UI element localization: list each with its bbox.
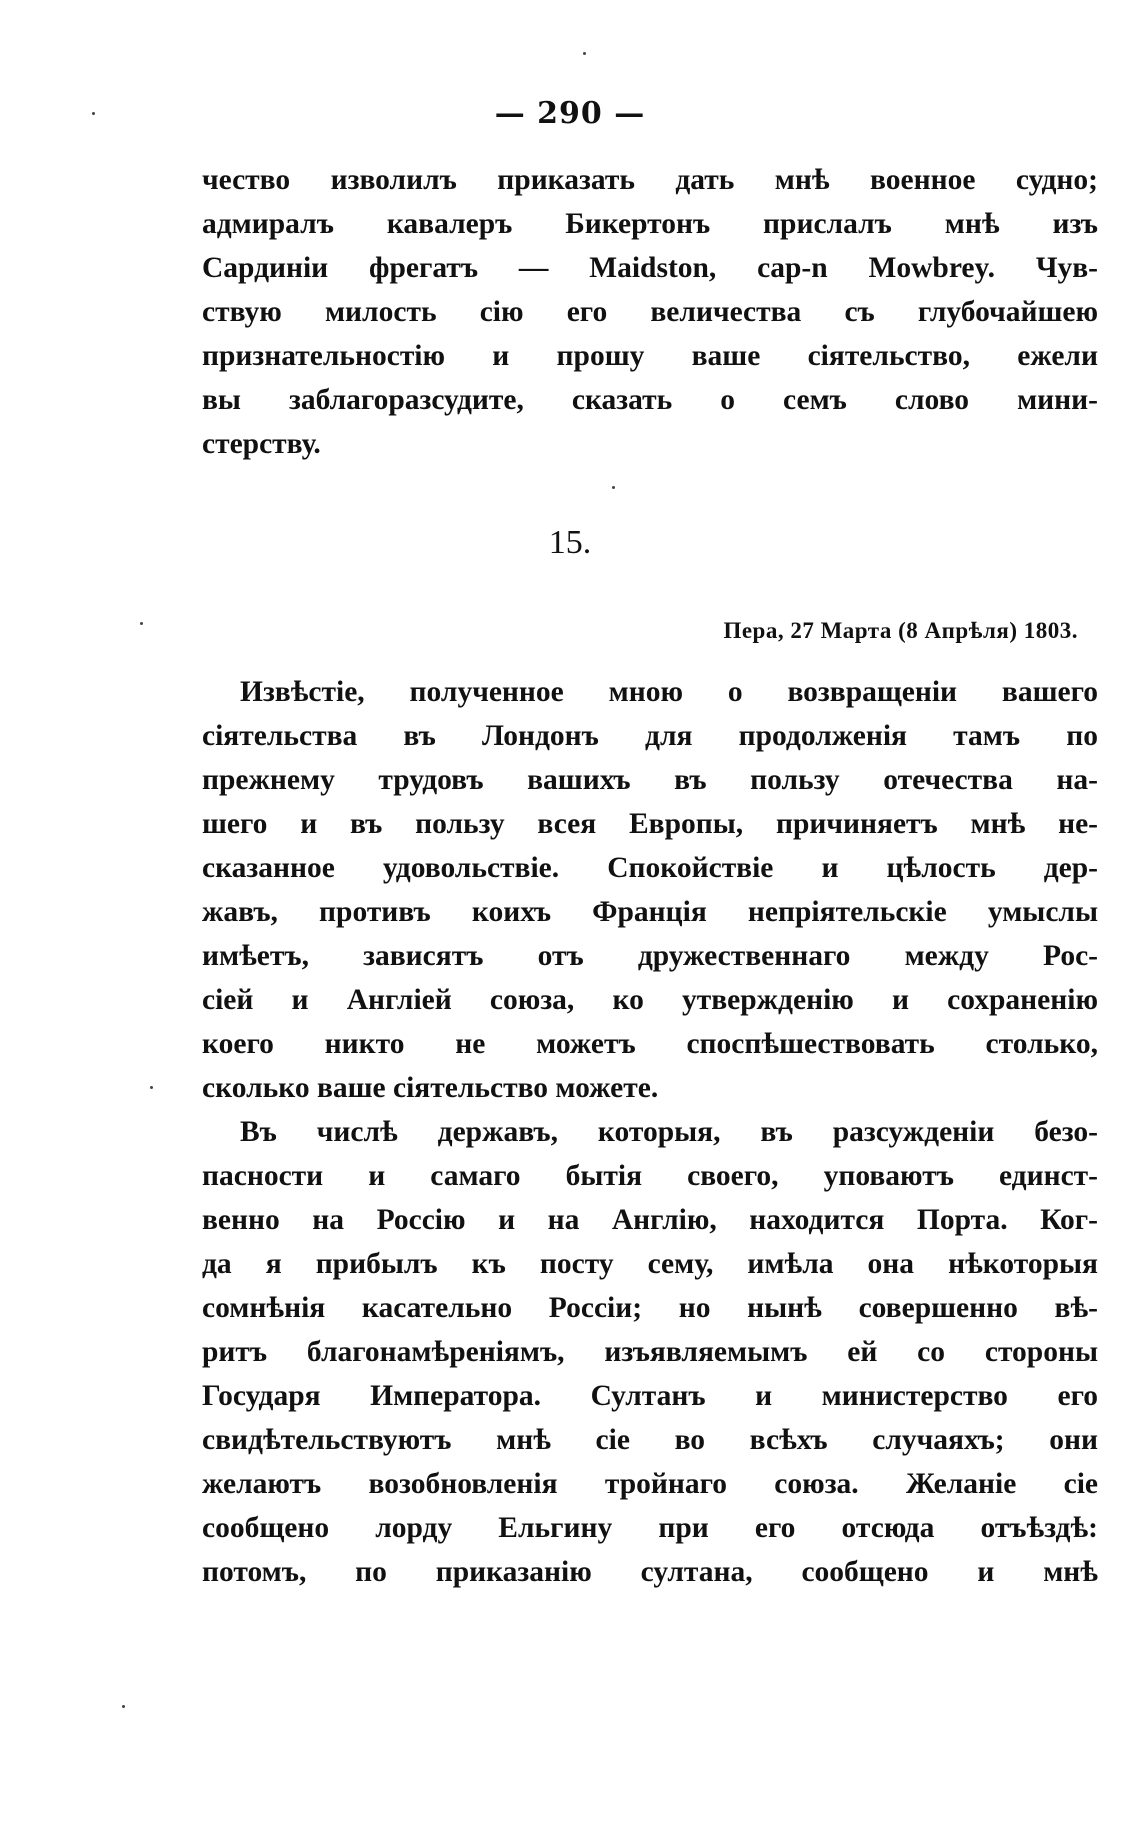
text-line: сообщено лорду Ельгину при его отсюда отъѣздѣ:	[202, 1512, 1098, 1544]
text-line: венно на Россію и на Англію, находится Порта. Ког-	[202, 1204, 1098, 1236]
text-line: ствую милость сію его величества съ глубочайшею	[202, 296, 1098, 328]
text-line: желаютъ возобновленія тройнаго союза. Желаніе сіе	[202, 1468, 1098, 1500]
text-line: прежнему трудовъ вашихъ въ пользу отечества на-	[202, 764, 1098, 796]
text-line: адмиралъ кавалеръ Бикертонъ прислалъ мнѣ изъ	[202, 208, 1098, 240]
text-line: да я прибылъ къ посту сему, имѣла она нѣкоторыя	[202, 1248, 1098, 1280]
paragraph-1	[202, 670, 1098, 1110]
text-line: сказанное удовольствіе. Спокойствіе и цѣлость дер-	[202, 852, 1098, 884]
scan-speck	[140, 622, 143, 625]
text-line: имѣетъ, зависятъ отъ дружественнаго между Рос-	[202, 940, 1098, 972]
text-line: ритъ благонамѣреніямъ, изъявляемымъ ей со стороны	[202, 1336, 1098, 1368]
text-line: чество изволилъ приказать дать мнѣ военное судно;	[202, 164, 1098, 196]
text-line: сомнѣнія касательно Россіи; но нынѣ совершенно вѣ-	[202, 1292, 1098, 1324]
text-line: сколько ваше сіятельство можете.	[202, 1072, 659, 1104]
scan-speck	[612, 486, 615, 489]
paragraph-2	[202, 1110, 1098, 1594]
top-paragraph	[202, 158, 1098, 466]
text-line: сіей и Англіей союза, ко утвержденію и сохраненію	[202, 984, 1098, 1016]
text-line: стерству.	[202, 428, 321, 460]
scan-speck	[150, 1086, 153, 1089]
text-line: Въ числѣ державъ, которыя, въ разсужденіи безо-	[240, 1116, 1098, 1148]
text-line: коего никто не можетъ споспѣшествовать столько,	[202, 1028, 1098, 1060]
text-line: шего и въ пользу всея Европы, причиняетъ мнѣ не-	[202, 808, 1098, 840]
scan-speck	[92, 112, 95, 115]
scan-speck	[583, 52, 586, 55]
text-line: Извѣстіе, полученное мною о возвращеніи вашего	[240, 676, 1098, 708]
text-line: Государя Императора. Султанъ и министерство его	[202, 1380, 1098, 1412]
text-line: потомъ, по приказанію султана, сообщено и мнѣ	[202, 1556, 1098, 1588]
page-number: — 290 —	[494, 96, 646, 131]
text-line: признательностію и прошу ваше сіятельство, ежели	[202, 340, 1098, 372]
text-line: жавъ, противъ коихъ Франція непріятельскіе умыслы	[202, 896, 1098, 928]
text-line: вы заблагоразсудите, сказать о семъ слово мини-	[202, 384, 1098, 416]
letter-dateline: Пера, 27 Марта (8 Апрѣля) 1803.	[723, 618, 1078, 643]
text-line: сіятельства въ Лондонъ для продолженія тамъ по	[202, 720, 1098, 752]
text-line: свидѣтельствуютъ мнѣ сіе во всѣхъ случаяхъ; они	[202, 1424, 1098, 1456]
text-line: Сардиніи фрегатъ — Maidston, cap-n Mowbrey. Чув-	[202, 252, 1098, 284]
scan-speck	[122, 1705, 125, 1708]
section-number: 15.	[548, 524, 592, 561]
text-line: пасности и самаго бытія своего, уповаютъ единст-	[202, 1160, 1098, 1192]
